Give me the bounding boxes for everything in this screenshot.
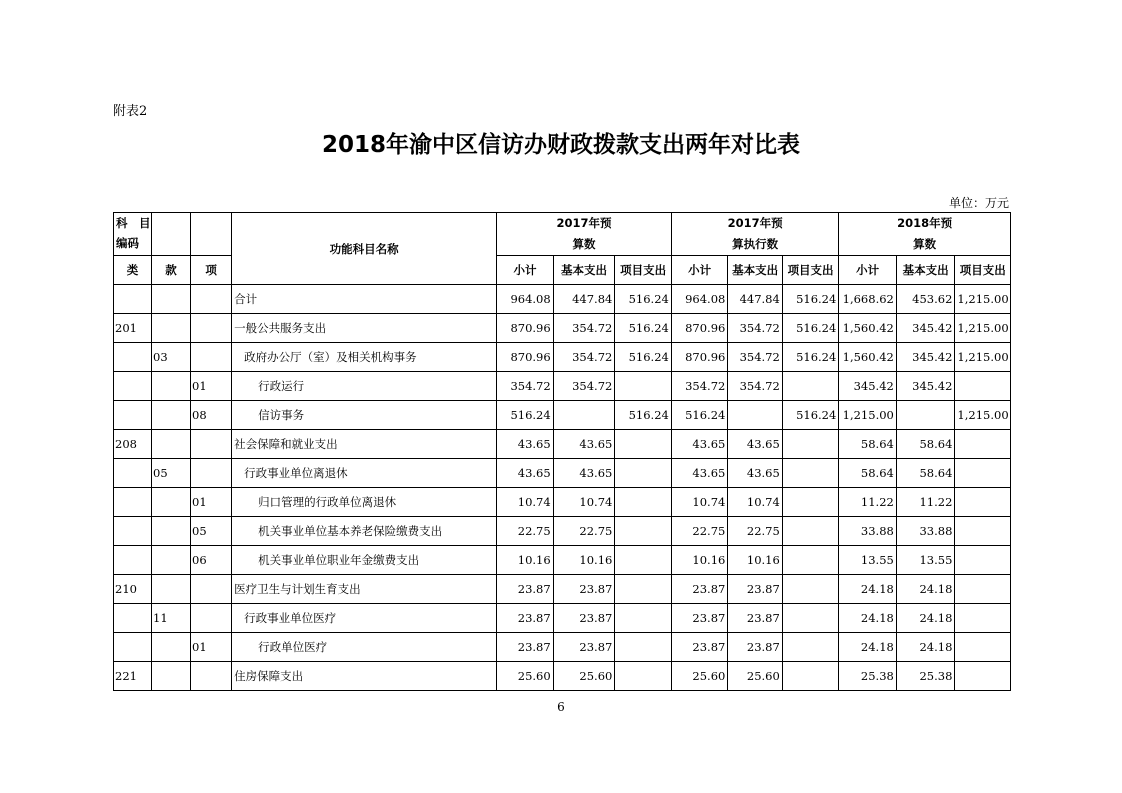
section-code-cell [152,575,191,604]
amount-cell: 10.74 [671,488,728,517]
amount-cell: 23.87 [671,575,728,604]
section-code-cell [152,546,191,575]
amount-cell: 1,668.62 [839,285,897,314]
function-name-cell: 医疗卫生与计划生育支出 [232,575,497,604]
amount-cell: 43.65 [728,459,782,488]
category-code-cell: 201 [114,314,152,343]
amount-cell: 345.42 [896,343,955,372]
amount-cell: 10.16 [553,546,615,575]
category-code-cell [114,604,152,633]
amount-cell [782,430,839,459]
amount-cell: 870.96 [671,343,728,372]
amount-cell: 1,215.00 [955,343,1011,372]
category-code-cell [114,285,152,314]
amount-cell: 24.18 [896,633,955,662]
amount-cell: 516.24 [671,401,728,430]
subtotal-header: 小计 [839,256,897,285]
amount-cell: 25.60 [497,662,554,691]
period-line1: 2017年预 [727,216,783,230]
function-name-cell: 一般公共服务支出 [232,314,497,343]
amount-cell: 24.18 [839,604,897,633]
function-name-cell: 行政事业单位医疗 [232,604,497,633]
amount-cell: 516.24 [782,343,839,372]
amount-cell: 13.55 [839,546,897,575]
item-code-cell [191,575,232,604]
amount-cell [782,372,839,401]
amount-cell: 354.72 [671,372,728,401]
amount-cell: 453.62 [896,285,955,314]
category-code-cell [114,546,152,575]
amount-cell [615,430,672,459]
page-number: 6 [557,700,565,714]
table-row [114,401,1011,430]
table-row [114,604,1011,633]
function-name-cell: 机关事业单位职业年金缴费支出 [232,546,497,575]
amount-cell: 23.87 [728,575,782,604]
period-header-2017-execution [671,213,838,256]
item-code-cell [191,662,232,691]
table-row [114,343,1011,372]
amount-cell: 23.87 [497,604,554,633]
project-expense-header: 项目支出 [955,256,1011,285]
period-line1: 2017年预 [556,216,612,230]
amount-cell [615,459,672,488]
amount-cell: 24.18 [896,604,955,633]
item-code-cell [191,604,232,633]
period-line2: 算执行数 [732,237,779,251]
subtotal-header: 小计 [497,256,554,285]
amount-cell [782,575,839,604]
item-code-cell: 05 [191,517,232,546]
section-header: 款 [152,256,191,285]
table-row [114,430,1011,459]
amount-cell: 22.75 [497,517,554,546]
period-header-2017-budget [497,213,672,256]
budget-comparison-table [113,212,1011,691]
period-line2: 算数 [572,237,596,251]
table-row [114,662,1011,691]
function-name-header: 功能科目名称 [232,213,497,285]
category-code-cell: 221 [114,662,152,691]
amount-cell [615,575,672,604]
section-code-cell [152,517,191,546]
category-code-cell [114,343,152,372]
amount-cell [615,633,672,662]
amount-cell: 516.24 [615,285,672,314]
amount-cell [955,575,1011,604]
amount-cell: 516.24 [615,314,672,343]
attachment-label: 附表2 [113,104,148,119]
basic-expense-header: 基本支出 [896,256,955,285]
item-code-cell [191,343,232,372]
amount-cell: 25.60 [728,662,782,691]
amount-cell: 23.87 [671,604,728,633]
amount-cell: 354.72 [728,314,782,343]
amount-cell: 58.64 [839,430,897,459]
section-code-cell [152,430,191,459]
amount-cell [955,459,1011,488]
amount-cell [955,546,1011,575]
amount-cell: 11.22 [839,488,897,517]
amount-cell: 447.84 [553,285,615,314]
category-code-cell [114,401,152,430]
table-row [114,314,1011,343]
amount-cell: 43.65 [728,430,782,459]
amount-cell: 33.88 [896,517,955,546]
function-name-cell: 社会保障和就业支出 [232,430,497,459]
item-code-cell [191,314,232,343]
amount-cell [896,401,955,430]
amount-cell: 516.24 [782,401,839,430]
period-line1: 2018年预 [897,216,953,230]
amount-cell: 23.87 [671,633,728,662]
amount-cell: 24.18 [839,575,897,604]
section-code-cell [152,633,191,662]
page-title: 2018年渝中区信访办财政拨款支出两年对比表 [321,132,800,158]
code-label: 编码 [116,236,139,250]
section-code-cell [152,401,191,430]
item-code-cell: 01 [191,372,232,401]
project-expense-header: 项目支出 [782,256,839,285]
amount-cell: 25.60 [671,662,728,691]
basic-expense-header: 基本支出 [728,256,782,285]
amount-cell: 345.42 [896,314,955,343]
category-code-cell: 210 [114,575,152,604]
amount-cell: 24.18 [839,633,897,662]
amount-cell: 23.87 [728,633,782,662]
amount-cell: 43.65 [497,459,554,488]
amount-cell [615,604,672,633]
item-header: 项 [191,256,232,285]
amount-cell: 23.87 [553,575,615,604]
amount-cell [553,401,615,430]
amount-cell: 870.96 [671,314,728,343]
category-code-cell [114,488,152,517]
function-name-cell: 机关事业单位基本养老保险缴费支出 [232,517,497,546]
section-code-cell: 05 [152,459,191,488]
section-code-cell [152,285,191,314]
amount-cell: 43.65 [553,430,615,459]
amount-cell: 354.72 [728,372,782,401]
amount-cell: 354.72 [728,343,782,372]
amount-cell [728,401,782,430]
amount-cell: 1,560.42 [839,343,897,372]
amount-cell [782,517,839,546]
table-row [114,575,1011,604]
amount-cell: 10.16 [497,546,554,575]
amount-cell: 1,215.00 [955,401,1011,430]
table-row [114,546,1011,575]
amount-cell: 22.75 [553,517,615,546]
amount-cell: 11.22 [896,488,955,517]
amount-cell [782,604,839,633]
amount-cell [955,633,1011,662]
amount-cell: 354.72 [497,372,554,401]
amount-cell: 354.72 [553,372,615,401]
amount-cell [615,662,672,691]
basic-expense-header: 基本支出 [553,256,615,285]
amount-cell: 22.75 [728,517,782,546]
amount-cell: 24.18 [896,575,955,604]
amount-cell: 354.72 [553,314,615,343]
function-name-cell: 行政事业单位离退休 [232,459,497,488]
amount-cell: 964.08 [671,285,728,314]
amount-cell: 1,215.00 [955,314,1011,343]
amount-cell: 25.38 [839,662,897,691]
amount-cell: 870.96 [497,314,554,343]
amount-cell: 23.87 [497,633,554,662]
function-name-cell: 住房保障支出 [232,662,497,691]
item-code-cell [191,430,232,459]
amount-cell: 964.08 [497,285,554,314]
blank-header-cell [191,213,232,256]
amount-cell [955,604,1011,633]
amount-cell: 58.64 [896,459,955,488]
category-code-cell [114,633,152,662]
amount-cell [782,546,839,575]
category-header: 类 [114,256,152,285]
amount-cell [782,459,839,488]
amount-cell: 1,215.00 [955,285,1011,314]
function-name-cell: 行政运行 [232,372,497,401]
amount-cell [615,517,672,546]
amount-cell: 33.88 [839,517,897,546]
item-code-cell: 08 [191,401,232,430]
amount-cell: 516.24 [615,343,672,372]
subtotal-header: 小计 [671,256,728,285]
amount-cell [782,662,839,691]
amount-cell [955,430,1011,459]
amount-cell [955,488,1011,517]
amount-cell: 10.74 [553,488,615,517]
blank-header-cell [152,213,191,256]
unit-label: 单位：万元 [948,196,1009,210]
amount-cell [615,546,672,575]
amount-cell: 22.75 [671,517,728,546]
amount-cell: 516.24 [497,401,554,430]
amount-cell: 354.72 [553,343,615,372]
amount-cell: 58.64 [839,459,897,488]
table-row [114,459,1011,488]
subject-label: 科 目 [116,216,151,230]
amount-cell: 25.60 [553,662,615,691]
section-code-cell [152,314,191,343]
amount-cell: 516.24 [615,401,672,430]
category-code-cell [114,517,152,546]
amount-cell: 23.87 [553,604,615,633]
table-row [114,517,1011,546]
item-code-cell [191,459,232,488]
function-name-cell: 行政单位医疗 [232,633,497,662]
amount-cell [955,662,1011,691]
section-code-cell: 11 [152,604,191,633]
subject-code-header [114,213,152,256]
amount-cell: 345.42 [896,372,955,401]
amount-cell: 23.87 [497,575,554,604]
period-line2: 算数 [913,237,937,251]
amount-cell [615,488,672,517]
section-code-cell [152,662,191,691]
function-name-cell: 合计 [232,285,497,314]
amount-cell: 10.16 [671,546,728,575]
amount-cell: 23.87 [553,633,615,662]
period-header-2018-budget [839,213,1011,256]
table-row [114,633,1011,662]
section-code-cell [152,372,191,401]
amount-cell: 43.65 [553,459,615,488]
amount-cell: 516.24 [782,285,839,314]
amount-cell [615,372,672,401]
amount-cell: 58.64 [896,430,955,459]
section-code-cell [152,488,191,517]
category-code-cell: 208 [114,430,152,459]
project-expense-header: 项目支出 [615,256,672,285]
table-row [114,372,1011,401]
amount-cell [955,517,1011,546]
table-row [114,285,1011,314]
category-code-cell [114,372,152,401]
table-row [114,488,1011,517]
amount-cell: 13.55 [896,546,955,575]
amount-cell: 43.65 [497,430,554,459]
amount-cell: 10.74 [497,488,554,517]
amount-cell [955,372,1011,401]
amount-cell: 43.65 [671,430,728,459]
function-name-cell: 信访事务 [232,401,497,430]
section-code-cell: 03 [152,343,191,372]
amount-cell [782,488,839,517]
amount-cell: 447.84 [728,285,782,314]
amount-cell: 10.74 [728,488,782,517]
item-code-cell: 01 [191,633,232,662]
item-code-cell: 01 [191,488,232,517]
amount-cell: 43.65 [671,459,728,488]
amount-cell: 10.16 [728,546,782,575]
function-name-cell: 归口管理的行政单位离退休 [232,488,497,517]
table-body [114,285,1011,691]
amount-cell: 1,560.42 [839,314,897,343]
function-name-cell: 政府办公厅（室）及相关机构事务 [232,343,497,372]
amount-cell: 25.38 [896,662,955,691]
item-code-cell [191,285,232,314]
item-code-cell: 06 [191,546,232,575]
amount-cell [782,633,839,662]
amount-cell: 23.87 [728,604,782,633]
amount-cell: 345.42 [839,372,897,401]
amount-cell: 516.24 [782,314,839,343]
amount-cell: 870.96 [497,343,554,372]
category-code-cell [114,459,152,488]
amount-cell: 1,215.00 [839,401,897,430]
